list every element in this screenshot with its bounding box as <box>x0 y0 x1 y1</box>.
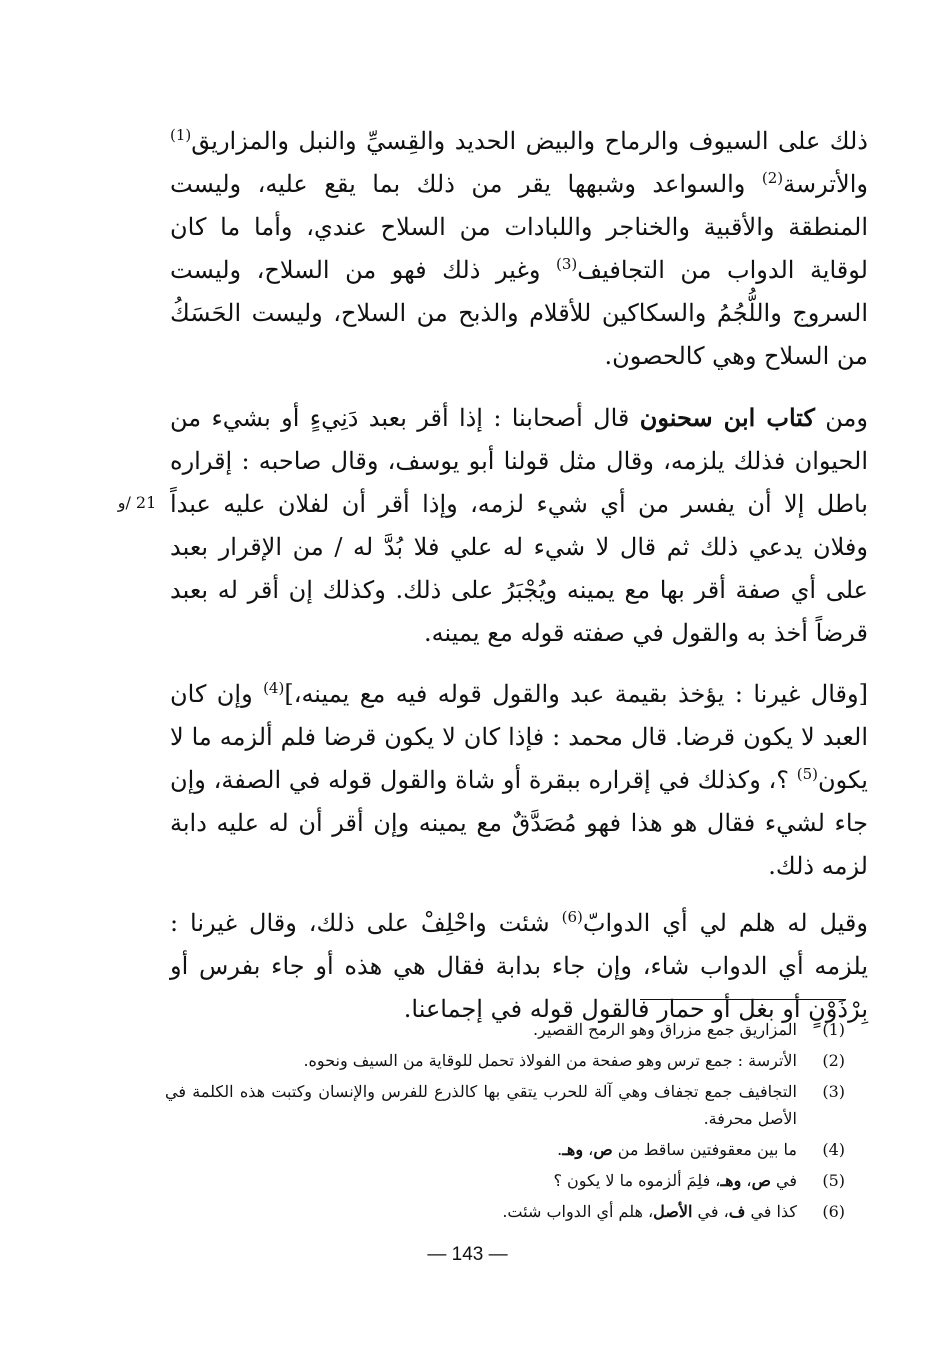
bold-text: ص <box>593 1140 613 1159</box>
text-run: كذا في <box>745 1202 797 1221</box>
text-run: وقيل له هلم لي أي الدوابّ <box>582 909 868 937</box>
bold-text: ص <box>751 1171 771 1190</box>
footnote-reference: (4) <box>263 679 285 697</box>
footnote-text <box>165 1016 797 1043</box>
text-run: وإن كان العبد لا يكون قرضا. قال محمد : فإذا كان لا يكون قرضا فلم ألزمه ما لا يكون <box>170 680 868 794</box>
footnote-number: (2) <box>822 1051 845 1070</box>
footnote-text <box>165 1078 797 1132</box>
paragraph <box>170 673 868 888</box>
footnote-number: (5) <box>822 1171 845 1190</box>
footnote-reference: (5) <box>796 765 819 783</box>
paragraph <box>170 120 868 378</box>
bold-text: ف <box>728 1202 746 1221</box>
text-run: [وقال غيرنا : يؤخذ بقيمة عبد والقول قوله فيه مع يمينه،] <box>284 680 868 708</box>
text-run: والأترسة <box>783 170 868 198</box>
text-run: الأترسة : جمع ترس وهو صفحة من الفولاذ تحمل للوقاية من السيف ونحوه. <box>303 1051 797 1070</box>
paragraph <box>170 902 868 1031</box>
bold-text: وهـ <box>720 1171 742 1190</box>
text-run: وغير ذلك فهو من السلاح، وليست السروج واللُّجُمُ والسكاكين للأقلام والذبح من السلاح، وليست الحَسَكُ من السلاح وهي كالحصون. <box>170 256 868 370</box>
footnote <box>165 1078 845 1132</box>
footnote-separator <box>640 999 846 1000</box>
text-run: شئت واحْلِفْ على ذلك، وقال غيرنا : يلزمه أي الدواب شاء، وإن جاء بدابة فقال هي هذه أو جاء بفرس أو بِرْذَوْنٍ أو بغل أو حمار فالقول قوله في إجماعنا. <box>170 909 868 1023</box>
footnote <box>165 1016 845 1043</box>
text-run: ؟، وكذلك في إقراره ببقرة أو شاة والقول قوله في الصفة، وإن جاء لشيء فقال هو هذا فهو مُصَدَّقٌ مع يمينه وإن أقر أن له عليه دابة لزمه ذلك. <box>170 766 868 880</box>
footnotes <box>165 1016 845 1229</box>
text-run: والسواعد وشبهها يقر من ذلك بما يقع عليه، وليست المنطقة والأقبية والخناجر واللبادات من السلاح عندي، وأما ما كان لوقاية الدواب من التجافيف <box>170 170 868 284</box>
footnote <box>165 1167 845 1194</box>
footnote-number: (6) <box>822 1202 845 1221</box>
text-run: . <box>557 1140 563 1159</box>
bold-text: الأصل <box>653 1202 693 1221</box>
footnote-text <box>165 1047 797 1074</box>
text-run: ما بين معقوفتين ساقط من <box>612 1140 797 1159</box>
footnote-reference: (3) <box>556 255 578 273</box>
footnote-reference: (2) <box>761 169 784 187</box>
margin-folio-note: 21 /و <box>117 493 157 512</box>
footnote-number: (1) <box>822 1020 845 1039</box>
footnote-text <box>165 1167 797 1194</box>
footnote <box>165 1136 845 1163</box>
footnote-text <box>165 1198 797 1225</box>
text-run: ، في <box>692 1202 729 1221</box>
text-run: ذلك على السيوف والرماح والبيض الحديد والقِسيِّ والنبل والمزاريق <box>191 127 868 155</box>
footnote-text <box>165 1136 797 1163</box>
text-run: ، <box>741 1171 752 1190</box>
text-run: المزاريق جمع مزراق وهو الرمح القصير. <box>533 1020 797 1039</box>
text-run: ، <box>583 1140 594 1159</box>
paragraph <box>170 396 868 655</box>
text-run: في <box>770 1171 797 1190</box>
text-run: ومن <box>814 404 868 432</box>
page-number: — 143 — <box>427 1244 508 1265</box>
footnote-number: (4) <box>822 1140 845 1159</box>
footnote <box>165 1047 845 1074</box>
footnote <box>165 1198 845 1225</box>
text-run: قال أصحابنا : إذا أقر بعبد دَنِيءٍ أو بشيء من الحيوان فذلك يلزمه، وقال مثل قولنا أبو يوسف، وقال صاحبه : إقراره باطل إلا أن يفسر من أي شيء لزمه، وإذا أقر أن لفلان عليه عبداً وفلان يدعي ذلك ثم قال لا شيء له علي فلا بُدَّ له / من الإقرار بعبد على أي صفة أقر بها مع يمينه ويُجْبَرُ على ذلك. وكذلك إن أقر له بعبد قرضاً أخذ به والقول في صفته قوله مع يمينه. <box>170 404 868 647</box>
text-run: ، فلِمَ ألزموه ما لا يكون ؟ <box>553 1171 721 1190</box>
footnote-reference: (1) <box>170 126 192 144</box>
bold-text: وهـ <box>562 1140 584 1159</box>
text-run: ، هلم أي الدواب شئت. <box>502 1202 654 1221</box>
text-run: التجافيف جمع تجفاف وهي آلة للحرب يتقي بها كالذرع للفرس والإنسان وكتبت هذه الكلمة في الأصل محرفة. <box>165 1082 797 1128</box>
body-text <box>170 120 868 1049</box>
bold-text: كتاب ابن سحنون <box>639 403 815 432</box>
footnote-reference: (6) <box>561 908 583 926</box>
footnote-number: (3) <box>822 1082 845 1101</box>
